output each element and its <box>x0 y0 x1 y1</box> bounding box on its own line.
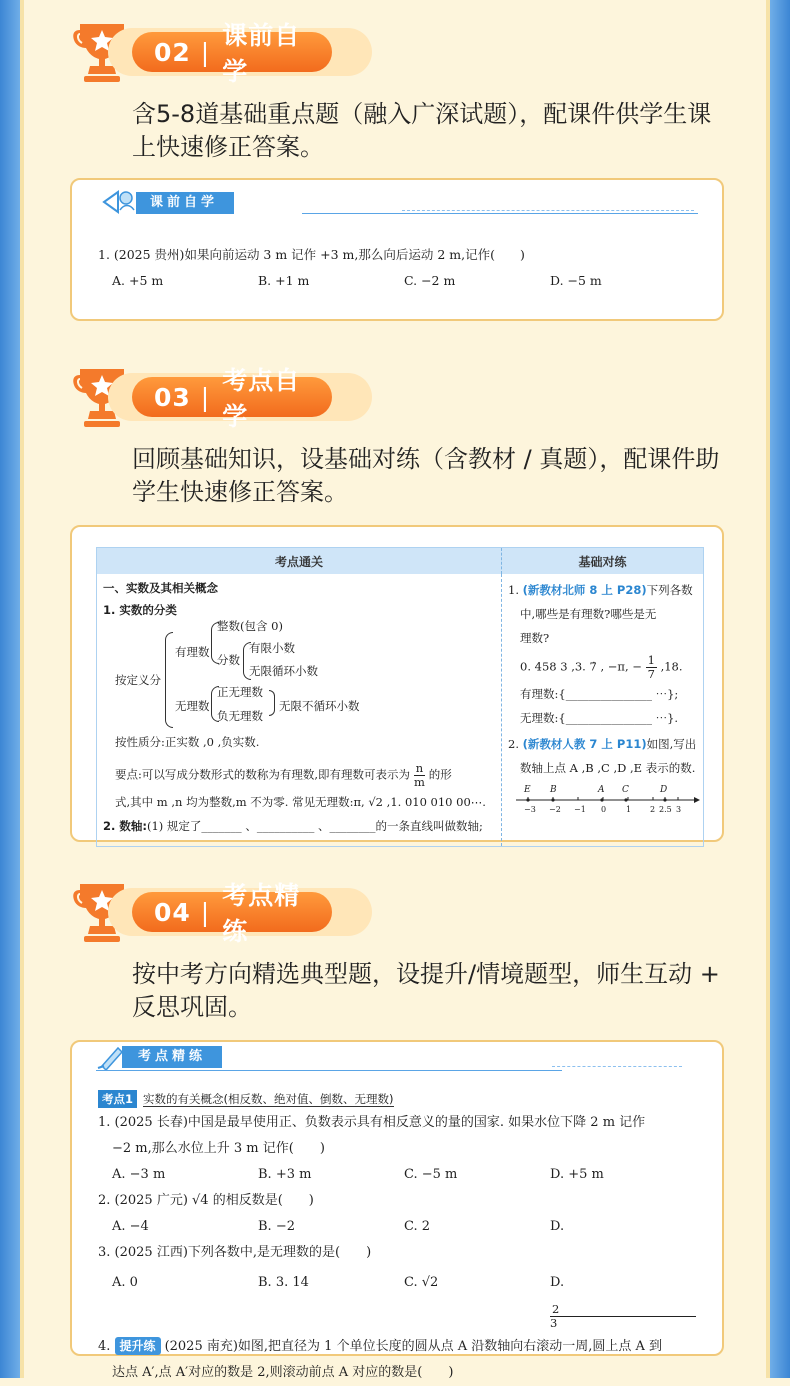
practice-q1: 1. (新教材北师 8 上 P28)下列各数 中,哪些是有理数?哪些是无 理数? <box>508 583 693 645</box>
option-b: B. +3 m <box>258 1167 312 1182</box>
tag-dashline <box>402 210 694 211</box>
section-header-03 <box>72 363 372 433</box>
tag-underline <box>96 1070 562 1071</box>
number-line-figure <box>516 782 702 820</box>
label-positive-irrational: 正无理数 <box>217 685 263 699</box>
option-a: A. −4 <box>112 1219 149 1234</box>
label-repeating-decimal: 无限循环小数 <box>249 664 318 678</box>
section-separator: | <box>200 897 211 927</box>
exam-point-title: 实数的有关概念(相反数、绝对值、倒数、无理数) <box>143 1092 394 1106</box>
rational-answer-set: 有理数:{_______________ ⋯}; <box>520 687 679 701</box>
section-title: 课前自学 <box>222 21 301 86</box>
card-exam-practice <box>70 1040 724 1380</box>
label-integer: 整数(包含 0) <box>217 619 283 633</box>
exam-point-badge: 考点1 <box>98 1090 137 1108</box>
option-b: B. −2 <box>258 1219 295 1234</box>
heading-classification: 1. 实数的分类 <box>103 603 177 617</box>
label-irrational: 无理数 <box>175 699 210 713</box>
question-1-cont: −2 m,那么水位上升 3 m 记作( ) <box>112 1141 325 1156</box>
section-title: 考点精练 <box>222 881 301 946</box>
section-separator: | <box>200 37 211 67</box>
label-negative-irrational: 负无理数 <box>217 709 263 723</box>
tick-label: −3 <box>524 805 536 814</box>
table-right-column <box>502 574 703 846</box>
option-a: A. 0 <box>112 1275 138 1290</box>
option-a: A. +5 m <box>112 273 164 288</box>
question-1: 1. (2025 贵州)如果向前运动 3 m 记作 +3 m,那么向后运动 2 m,记作( ) <box>98 247 525 262</box>
card-exam-points <box>70 525 724 842</box>
left-frame <box>0 0 24 1378</box>
option-c: C. −5 m <box>404 1167 458 1182</box>
tick-label: 2.5 <box>659 805 672 814</box>
tick-label: 0 <box>601 805 607 814</box>
section-title: 考点自学 <box>222 366 301 431</box>
key-point-line2: 式,其中 m ,n 均为整数,m 不为零. 常见无理数:π, √2 ,1. 010 010 00⋯. <box>115 795 486 809</box>
numberline-definition: 2. 数轴:(1) 规定了_______ 、__________ 、________的一条直线叫做数轴; <box>103 819 483 833</box>
section-number: 03 <box>154 382 191 412</box>
tick-label: 2 <box>650 805 656 814</box>
option-d: D. +5 m <box>550 1167 604 1182</box>
section-number: 02 <box>154 37 191 67</box>
practice-q1-numbers: 0. 458 3 ,3. 7̇ , −π, − $\frac{1}{7}$ ,18. <box>520 653 683 681</box>
option-d: D. <box>550 1219 565 1234</box>
section-intro-03: 回顾基础知识，设基础对练（含教材 / 真题），配课件助学生快速修正答案。 <box>132 445 720 506</box>
label-finite-decimal: 有限小数 <box>249 641 295 655</box>
point-label: E <box>524 785 531 795</box>
table-head-left: 考点通关 <box>97 548 502 574</box>
option-d: D. −5 m <box>550 273 602 288</box>
tick-label: −1 <box>574 805 586 814</box>
label-by-definition: 按定义分 <box>115 673 161 687</box>
tick-label: −2 <box>549 805 561 814</box>
section-number: 04 <box>154 897 191 927</box>
section-header-02 <box>72 18 372 88</box>
question-1-options <box>72 1162 722 1188</box>
option-c: C. 2 <box>404 1219 431 1234</box>
right-frame <box>766 0 790 1378</box>
option-c: C. √2 <box>404 1275 439 1290</box>
card-tag: 考点精练 <box>122 1046 222 1068</box>
tag-dashline <box>552 1066 682 1067</box>
question-4: 4. 提升练 (2025 南充)如图,把直径为 1 个单位长度的圆从点 A 沿数轴向右滚动一周,圆上点 A 到 <box>98 1339 663 1354</box>
question-1-options <box>72 268 722 294</box>
heading-real-numbers: 一、实数及其相关概念 <box>103 581 218 595</box>
option-b: B. +1 m <box>258 273 310 288</box>
key-point-text: 的形 <box>428 767 452 782</box>
section-title-pill <box>108 881 372 946</box>
section-separator: | <box>200 382 211 412</box>
reading-icon <box>102 188 136 214</box>
point-label: D <box>660 785 668 795</box>
point-label: A <box>598 785 605 795</box>
question-3-options <box>72 1266 722 1334</box>
irrational-answer-set: 无理数:{_______________ ⋯}. <box>520 711 679 725</box>
exam-point-heading <box>72 1088 722 1110</box>
brace <box>269 690 275 716</box>
tick-label: 3 <box>676 805 682 814</box>
point-label: C <box>622 785 629 795</box>
question-2: 2. (2025 广元) √4 的相反数是( ) <box>98 1193 314 1208</box>
label-fraction: 分数 <box>217 653 240 667</box>
option-b: B. 3. 14 <box>258 1275 309 1290</box>
table-head-right: 基础对练 <box>578 554 627 569</box>
label-rational: 有理数 <box>175 645 210 659</box>
brace <box>165 632 173 728</box>
section-title-pill <box>108 21 372 86</box>
key-point-line1 <box>115 762 452 789</box>
point-label: B <box>550 785 557 795</box>
fraction-two-thirds: $\frac{2}{3}$ <box>550 1303 696 1330</box>
fraction-n-over-m: $\frac{n}{m}$ <box>413 761 425 789</box>
option-d: D. $\frac{2}{3}$ <box>550 1266 696 1334</box>
question-2-options <box>72 1214 722 1240</box>
practice-q2: 2. (新教材人教 7 上 P11)如图,写出 数轴上点 A ,B ,C ,D ,E 表示的数. <box>508 737 697 775</box>
classification-by-sign: 按性质分:正实数 ,0 ,负实数. <box>115 735 260 749</box>
knowledge-table <box>96 547 704 847</box>
advanced-badge: 提升练 <box>115 1337 161 1355</box>
question-4-cont: 达点 A′,点 A′对应的数是 2,则滚动前点 A 对应的数是( ) <box>112 1365 454 1380</box>
question-3: 3. (2025 江西)下列各数中,是无理数的是( ) <box>98 1245 372 1260</box>
table-left-column <box>97 574 502 846</box>
section-intro-04: 按中考方向精选典型题，设提升/情境题型，师生互动 + 反思巩固。 <box>132 960 720 1021</box>
card-tag: 课前自学 <box>136 192 234 214</box>
question-1: 1. (2025 长春)中国是最早使用正、负数表示具有相反意义的量的国家. 如果水位下降 2 m 记作 <box>98 1115 646 1130</box>
option-c: C. −2 m <box>404 273 456 288</box>
section-title-pill <box>108 366 372 431</box>
tick-label: 1 <box>626 805 632 814</box>
option-a: A. −3 m <box>112 1167 166 1182</box>
card-pre-study <box>70 178 724 321</box>
label-non-repeating: 无限不循环小数 <box>279 699 360 713</box>
section-intro-02: 含5-8道基础重点题（融入广深试题），配课件供学生课上快速修正答案。 <box>132 100 712 161</box>
tag-underline <box>302 213 698 214</box>
section-header-04 <box>72 878 372 948</box>
key-point-text: 要点:可以写成分数形式的数称为有理数,即有理数可表示为 <box>115 767 411 782</box>
